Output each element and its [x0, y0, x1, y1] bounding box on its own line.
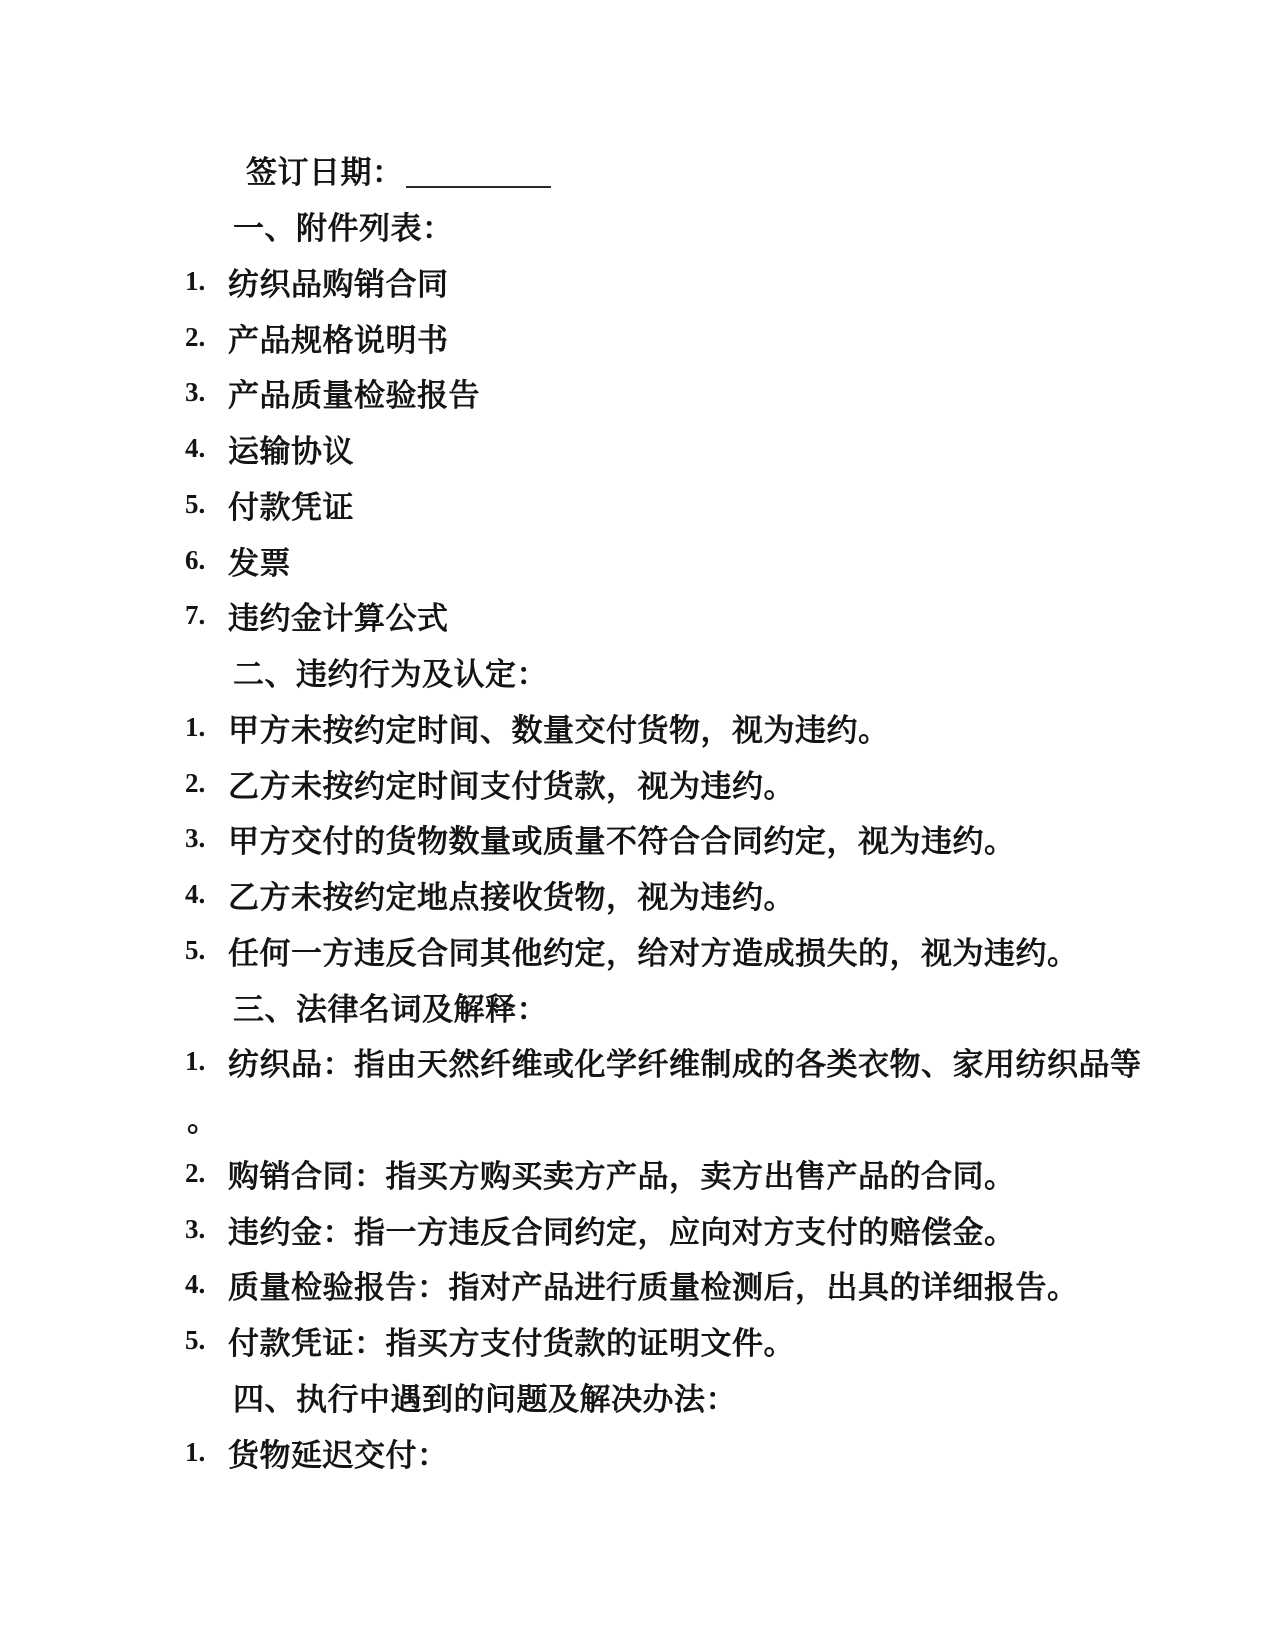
list-item-number: 6. — [185, 544, 206, 575]
list-item-text: 产品质量检验报告 — [228, 378, 480, 414]
signing-date-label: 签订日期： — [246, 155, 404, 191]
section-1-heading — [0, 198, 1275, 254]
list-item-text: 购销合同：指买方购买卖方产品，卖方出售产品的合同。 — [228, 1158, 1016, 1194]
signing-date-line — [0, 142, 1275, 198]
list-item — [0, 1313, 1275, 1369]
list-item-number: 4. — [185, 433, 206, 464]
list-item-text: 纺织品：指由天然纤维或化学纤维制成的各类衣物、家用纺织品等 — [228, 1047, 1142, 1083]
list-item — [0, 1424, 1275, 1480]
list-item — [0, 421, 1275, 477]
list-item-number: 1. — [185, 711, 206, 742]
list-item — [0, 588, 1275, 644]
list-item — [0, 755, 1275, 811]
signing-date-blank-underline — [406, 152, 551, 188]
list-item-text: 乙方未按约定地点接收货物，视为违约。 — [228, 880, 795, 916]
list-item — [0, 1257, 1275, 1313]
list-item — [0, 254, 1275, 310]
list-item — [0, 309, 1275, 365]
list-item-text: 违约金：指一方违反合同约定，应向对方支付的赔偿金。 — [228, 1214, 1016, 1250]
list-item-number: 5. — [185, 934, 206, 965]
wrapped-line-text: 。 — [187, 1103, 219, 1139]
list-item-text: 货物延迟交付： — [228, 1437, 449, 1473]
list-item-text: 甲方交付的货物数量或质量不符合合同约定，视为违约。 — [228, 824, 1016, 860]
section-heading-text: 一、附件列表： — [233, 211, 454, 247]
list-item-text: 付款凭证 — [228, 489, 354, 525]
list-item-number: 3. — [185, 1213, 206, 1244]
section-heading-text: 二、违约行为及认定： — [233, 657, 548, 693]
list-item-text: 纺织品购销合同 — [228, 266, 449, 302]
wrapped-line-continuation — [0, 1090, 1275, 1146]
list-item — [0, 867, 1275, 923]
list-item-text: 乙方未按约定时间支付货款，视为违约。 — [228, 768, 795, 804]
list-item — [0, 700, 1275, 756]
list-item-number: 3. — [185, 377, 206, 408]
list-item-number: 2. — [185, 767, 206, 798]
list-item-text: 产品规格说明书 — [228, 322, 449, 358]
section-heading-text: 四、执行中遇到的问题及解决办法： — [233, 1381, 737, 1417]
list-item-text: 发票 — [228, 545, 291, 581]
list-item — [0, 1201, 1275, 1257]
list-item — [0, 811, 1275, 867]
list-item — [0, 923, 1275, 979]
list-item — [0, 532, 1275, 588]
list-item-number: 4. — [185, 1269, 206, 1300]
list-item-text: 运输协议 — [228, 434, 354, 470]
list-item-text: 质量检验报告：指对产品进行质量检测后，出具的详细报告。 — [228, 1270, 1079, 1306]
list-item-number: 5. — [185, 1325, 206, 1356]
list-item-number: 5. — [185, 488, 206, 519]
list-item-number: 1. — [185, 265, 206, 296]
list-item — [0, 477, 1275, 533]
section-3-heading — [0, 978, 1275, 1034]
section-heading-text: 三、法律名词及解释： — [233, 991, 548, 1027]
list-item — [0, 365, 1275, 421]
list-item-text: 甲方未按约定时间、数量交付货物，视为违约。 — [228, 712, 890, 748]
list-item-number: 1. — [185, 1046, 206, 1077]
list-item-number: 4. — [185, 879, 206, 910]
list-item-number: 1. — [185, 1436, 206, 1467]
section-2-heading — [0, 644, 1275, 700]
list-item-text: 违约金计算公式 — [228, 601, 449, 637]
list-item-number: 3. — [185, 823, 206, 854]
list-item-number: 2. — [185, 321, 206, 352]
section-4-heading — [0, 1369, 1275, 1425]
list-item — [0, 1146, 1275, 1202]
list-item — [0, 1034, 1275, 1090]
list-item-text: 付款凭证：指买方支付货款的证明文件。 — [228, 1326, 795, 1362]
list-item-text: 任何一方违反合同其他约定，给对方造成损失的，视为违约。 — [228, 935, 1079, 971]
list-item-number: 7. — [185, 600, 206, 631]
list-item-number: 2. — [185, 1157, 206, 1188]
